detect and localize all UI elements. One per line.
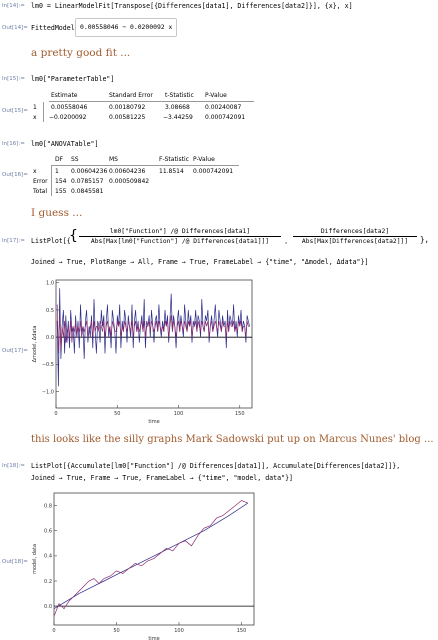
plot-frame <box>56 280 252 408</box>
fraction-1 <box>79 228 281 245</box>
parameter-table-divider <box>49 101 254 102</box>
parameter-table <box>31 92 271 128</box>
brace-open: { <box>69 228 78 244</box>
y-axis-label: model, data <box>32 543 38 575</box>
anova-table-header-fstat: F-Statistic <box>159 156 189 163</box>
anova-table-row-name: x <box>33 168 37 175</box>
y-tick-label: 0.4 <box>44 553 52 560</box>
fraction-1-numerator: lm0["Function"] /@ Differences[data1] <box>109 228 251 235</box>
anova-table-cell: 0.00604236 <box>109 168 146 175</box>
parameter-table-header-stderr: Standard Error <box>109 92 153 99</box>
x-axis-label: time <box>148 636 160 640</box>
y-tick-label: 1.0 <box>46 280 54 287</box>
commentary-text-2: I guess ... <box>31 207 83 219</box>
output-label-15: Out[15]= <box>2 108 28 114</box>
anova-table-header-df: DF <box>55 156 64 163</box>
x-tick-label: 100 <box>173 411 184 417</box>
parameter-table-cell: 0.00180792 <box>109 104 146 111</box>
y-tick-label: 0.8 <box>44 503 52 510</box>
output-label-16: Out[16]= <box>2 172 28 178</box>
input-cell-18-line2[interactable]: Joined → True, Frame → True, FrameLabel → {"time", "model, data"}] <box>31 474 294 482</box>
parameter-table-cell: 0.000742091 <box>205 114 246 121</box>
x-tick-label: 0 <box>54 411 58 417</box>
anova-table-cell: 1 <box>55 168 59 175</box>
fraction-2-denominator: Abs[Max[Differences[data2]]] <box>301 238 409 245</box>
parameter-table-cell: 0.00240087 <box>205 104 242 111</box>
x-tick-label: 150 <box>234 411 245 417</box>
anova-table-cell: 11.8514 <box>159 168 184 175</box>
parameter-table-cell: −0.0200092 <box>49 114 87 121</box>
input-label-15: In[15]:= <box>2 76 25 82</box>
input-label-17: In[17]:= <box>2 238 25 244</box>
fraction-separator: , <box>285 237 288 245</box>
anova-table-cell: 0.000509842 <box>109 178 150 185</box>
x-tick-label: 0 <box>52 628 56 634</box>
commentary-text-1: a pretty good fit ... <box>31 47 131 59</box>
anova-table-header-ss: SS <box>71 156 79 163</box>
fraction-2-numerator: Differences[data2] <box>320 228 390 235</box>
code-listplot-close: }, <box>420 235 430 244</box>
y-tick-label: 0.6 <box>44 528 52 535</box>
anova-table <box>31 156 271 202</box>
fraction-2 <box>293 228 417 245</box>
code-listplot-options: Joined → True, PlotRange → All, Frame → True, FrameLabel → {"time", "Δmodel, Δdata"}] <box>31 258 369 266</box>
y-axis-label: Δmodel, Δdata <box>32 325 38 363</box>
parameter-table-cell: −3.44259 <box>163 114 193 121</box>
input-label-14: In[14]:= <box>2 3 25 9</box>
anova-table-vdivider <box>51 166 52 196</box>
y-tick-label: 0.0 <box>44 603 52 610</box>
y-tick-label: 0.2 <box>44 578 52 585</box>
chart-accumulated[interactable] <box>30 487 260 640</box>
chart-differences[interactable] <box>30 274 258 426</box>
y-tick-label: −0.5 <box>41 362 54 369</box>
fitted-model-head: FittedModel <box>31 24 75 32</box>
anova-table-cell: 155 <box>55 188 67 195</box>
input-cell-16[interactable]: lm0["ANOVATable"] <box>31 140 99 148</box>
anova-table-header-ms: MS <box>109 156 118 163</box>
parameter-table-header-estimate: Estimate <box>51 92 78 99</box>
parameter-table-header-pvalue: P-Value <box>205 92 227 99</box>
input-cell-14[interactable]: lm0 = LinearModelFit[Transpose[{Differences[data1], Differences[data2]}], {x}, x] <box>31 2 353 10</box>
y-tick-label: 0.0 <box>46 334 54 341</box>
y-tick-label: 0.5 <box>46 307 54 314</box>
parameter-table-cell: 0.00581225 <box>109 114 146 121</box>
input-label-18: In[18]:= <box>2 463 25 469</box>
anova-table-header-pvalue: P-Value <box>193 156 215 163</box>
fraction-1-denominator: Abs[Max[lm0["Function"] /@ Differences[data1]]] <box>90 238 270 245</box>
fitted-model-value: 0.00558046 − 0.0200092 x <box>80 23 173 31</box>
parameter-table-cell: 0.00558046 <box>51 104 88 111</box>
parameter-table-cell: 3.08668 <box>165 104 190 111</box>
code-listplot-open: ListPlot[{ <box>31 237 71 245</box>
x-tick-label: 50 <box>114 411 121 417</box>
fitted-model-box[interactable] <box>75 18 177 37</box>
anova-table-divider <box>51 165 239 166</box>
y-tick-label: −1.0 <box>41 389 54 396</box>
commentary-text-3: this looks like the silly graphs Mark Sadowski put up on Marcus Nunes' blog ... <box>31 434 434 445</box>
x-tick-label: 50 <box>113 628 120 634</box>
output-label-18: Out[18]= <box>2 559 28 565</box>
fraction-2-bar <box>293 236 417 237</box>
input-cell-17[interactable] <box>31 225 436 270</box>
anova-table-cell: 154 <box>55 178 67 185</box>
anova-table-cell: 0.00604236 <box>71 168 108 175</box>
x-axis-label: time <box>148 419 160 425</box>
anova-table-row-name: Error <box>33 178 48 185</box>
input-cell-15[interactable]: lm0["ParameterTable"] <box>31 75 115 83</box>
x-tick-label: 150 <box>236 628 247 634</box>
output-label-17: Out[17]= <box>2 348 28 354</box>
anova-table-cell: 0.0845581 <box>71 188 104 195</box>
parameter-table-row-name: x <box>33 114 37 121</box>
fraction-1-bar <box>79 236 281 237</box>
output-label-14: Out[14]= <box>2 25 28 31</box>
parameter-table-vdivider <box>43 102 44 122</box>
plot-frame <box>54 493 254 625</box>
anova-table-cell: 0.0785157 <box>71 178 104 185</box>
parameter-table-row-name: 1 <box>33 104 37 111</box>
input-label-16: In[16]:= <box>2 141 25 147</box>
anova-table-row-name: Total <box>33 188 48 195</box>
series-line-2 <box>54 501 248 617</box>
parameter-table-header-tstat: t-Statistic <box>165 92 194 99</box>
x-tick-label: 100 <box>174 628 184 634</box>
series-line-1 <box>54 503 248 609</box>
anova-table-cell: 0.000742091 <box>193 168 234 175</box>
input-cell-18-line1[interactable]: ListPlot[{Accumulate[lm0["Function"] /@ Differences[data1]], Accumulate[Differences[data2]]}, <box>31 462 401 470</box>
